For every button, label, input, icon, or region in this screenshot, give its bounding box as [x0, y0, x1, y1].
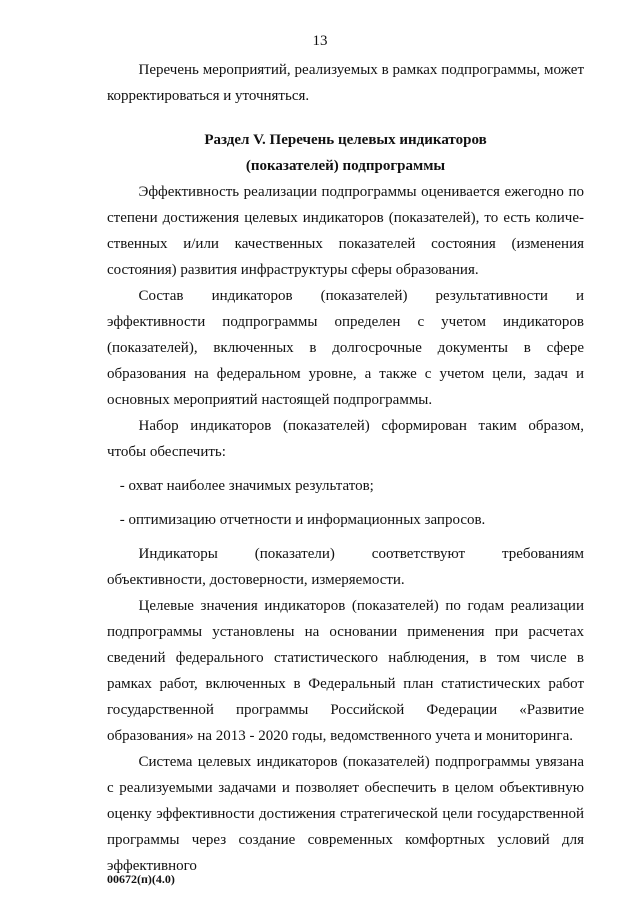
paragraph-set: Набор индикаторов (показателей) сформирован таким образом, чтобы обеспечить: [107, 418, 584, 460]
paragraph-effectiveness: Эффективность реализации подпрограммы оценивается ежегодно по степени достижения целевых индикаторов (показателей), то есть количественных и/или качественных показателей состояния (изменения состояния) развития инфраструктуры сферы образования. [107, 184, 584, 278]
paragraph-target-values: Целевые значения индикаторов (показателей) по годам реализации подпрограммы установлены на основании применения при расчетах сведений федерального статистического наблюдения, в том числе в рамках работ, включенных в Федеральный план статистических работ государственной программы Российской Федерации «Развитие образования» на 2013 - 2020 годы, ведомственного учета и мониторинга. [107, 598, 584, 744]
list-item: - оптимизацию отчетности и информационных запросов. [119, 512, 486, 528]
paragraph-indicators: Индикаторы (показатели) соответствуют требованиям объективности, достоверности, измеряемости. [107, 546, 584, 588]
section-heading-line-2: (показателей) подпрограммы [245, 158, 446, 174]
section-heading-line-1: Раздел V. Перечень целевых индикаторов [204, 132, 487, 148]
document-body [107, 57, 584, 879]
section-heading [107, 127, 584, 179]
page-number: 13 [312, 33, 328, 49]
paragraph-intro: Перечень мероприятий, реализуемых в рамках подпрограммы, может корректироваться и уточняться. [107, 62, 584, 104]
list-item: - охват наиболее значимых результатов; [119, 478, 374, 494]
paragraph-system: Система целевых индикаторов (показателей) подпрограммы увязана с реализуемыми задачами и позволяет обеспечить в целом объективную оценку эффективности достижения стратегической цели государственной программы через создание современных комфортных условий для эффективного [107, 754, 584, 874]
document-code: 00672(п)(4.0) [107, 872, 175, 886]
paragraph-composition: Состав индикаторов (показателей) результативности и эффективности подпрограммы определен с учетом индикаторов (показателей), включенных в долгосрочные документы в сфере образования на федеральном уровне, а также с учетом цели, задач и основных мероприятий настоящей подпрограммы. [107, 288, 584, 408]
